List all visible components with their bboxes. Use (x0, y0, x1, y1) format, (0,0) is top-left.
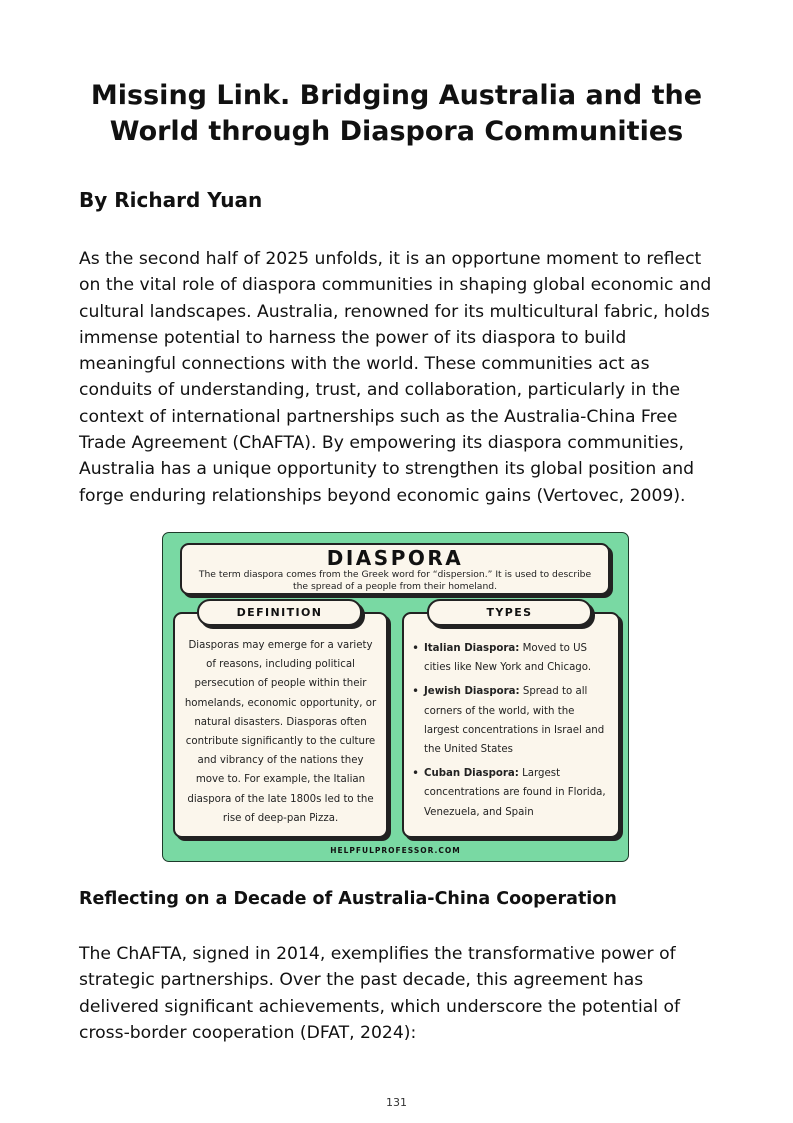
definition-text: Diasporas may emerge for a variety of reasons, including political persecution of people within their homelands, economic opportunity, or natural disasters. Diasporas often contribute significantly to the culture and vibrancy of the nations they move to. For example, the Italian diaspora of the late 1800s led to the rise of deep-pan Pizza. (184, 640, 377, 824)
types-panel (402, 612, 620, 838)
type-name: Jewish Diaspora: (424, 686, 520, 698)
body-paragraph: The ChAFTA, signed in 2014, exemplifies the transformative power of strategic partnerships. Over the past decade, this agreement has delivered significant achievements, which underscore the potential of cross-border cooperation (DFAT, 2024): (79, 944, 681, 1043)
type-name: Italian Diaspora: (424, 643, 520, 654)
section-subheading: Reflecting on a Decade of Australia-China Cooperation (79, 889, 617, 909)
type-description: Largest concentrations are found in Florida, Venezuela, and Spain (424, 768, 606, 818)
article-title: Missing Link. Bridging Australia and the World through Diaspora Communities (90, 80, 703, 147)
infographic-footer: HELPFULPROFESSOR.COM (330, 846, 461, 855)
author-byline: By Richard Yuan (79, 188, 263, 212)
type-name: Cuban Diaspora: (424, 768, 519, 780)
definition-panel (173, 612, 388, 838)
type-description: Spread to all corners of the world, with the largest concentrations in Israel and the United States (424, 686, 605, 756)
infographic-title: DIASPORA (326, 546, 464, 570)
types-list (404, 614, 618, 822)
intro-paragraph: As the second half of 2025 unfolds, it is an opportune moment to reflect on the vital role of diaspora communities in shaping global economic and cultural landscapes. Australia, renowned for its multicultural fabric, holds immense potential to harness the power of its diaspora to build meaningful connections with the world. These communities act as conduits of understanding, trust, and collaboration, particularly in the context of international partnerships such as the Australia-China Free Trade Agreement (ChAFTA). By empowering its diaspora communities, Australia has a unique opportunity to strengthen its global position and forge enduring relationships beyond economic gains (Vertovec, 2009). (79, 249, 712, 506)
types-label: TYPES (427, 599, 592, 626)
type-item-italian (412, 639, 610, 677)
definition-label: DEFINITION (197, 599, 362, 626)
type-item-cuban (412, 764, 610, 822)
type-description: Moved to US cities like New York and Chicago. (424, 643, 592, 674)
infographic-banner (180, 543, 610, 595)
page-number: 131 (386, 1096, 407, 1109)
type-item-jewish (412, 682, 610, 759)
infographic-subtitle: The term diaspora comes from the Greek word for “dispersion.” It is used to describe the spread of a people from their homeland. (198, 569, 592, 592)
diaspora-infographic (162, 532, 629, 862)
